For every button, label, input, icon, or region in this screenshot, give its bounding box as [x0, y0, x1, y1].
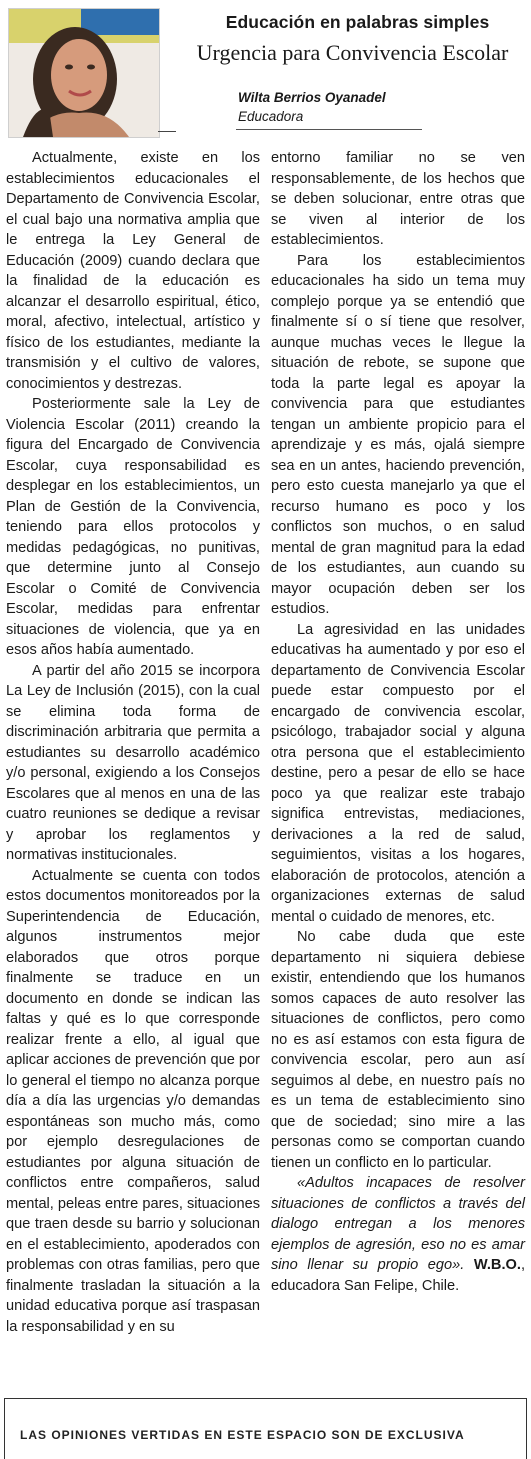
- paragraph: Actualmente se cuenta con todos estos documentos monitoreados por la Superintendencia de Educación, algunos instrumentos mejor elaborados que otros porque finalmente se traduce en un documento en donde se indican las faltas y qué es lo que corresponde realizar frente a ello, al igual que aplicar acciones de prevención que por lo general el tiempo no alcanza porque día a día las urgencias y/o demandas espontáneas son mucho más, como por ejemplo desregulaciones de estudiantes por alguna situación de conflictos entre compañeros, salud mental, peleas entre pares, situaciones que traen desde su barrio y solucionan en el establecimiento, apoderados con problemas con otras familias, pero que finalmente trasladan la situación a la unidad educativa porque así traspasan la responsabilidad y en su: [6, 867, 260, 1335]
- disclaimer-text: LAS OPINIONES VERTIDAS EN ESTE ESPACIO SON DE EXCLUSIVA: [20, 1428, 465, 1442]
- paragraph: No cabe duda que este departamento ni siquiera debiese existir, entendiendo que los humanos somos capaces de auto resolver las situaciones de conflictos, pero como no es así estamos con esta figura de convivencia escolar, pero aun así seguimos al debe, en nuestro país no es un tema de establecimiento sino que de sociedad; sino mire a las personas como se comportan cuando tienen un conflicto en lo particular.: [271, 929, 525, 1171]
- paragraph: Actualmente, existe en los establecimientos educacionales el Departamento de Convivencia Escolar, el cual bajo una normativa amplia que le entrega la Ley General de Educación (2009) cuando declara que la finalidad de la educación es alcanzar el desarrollo espiritual, ético, moral, afectivo, intelectual, artístico y físico de los estudiantes, mediante la transmisión y el cultivo de valores, conocimientos y destrezas.: [6, 150, 260, 392]
- article-body: [6, 148, 525, 1380]
- column-left: [6, 148, 260, 1380]
- paragraph: entorno familiar no se ven responsablemente, de los hechos que se deben solucionar, entre otras que se viven al interior de los establecimientos.: [271, 150, 525, 248]
- photo-divider: [158, 131, 176, 132]
- paragraph: La agresividad en las unidades educativas ha aumentado y por eso el departamento de Convivencia Escolar puede estar compuesto por el encargado de convivencia escolar, psicólogo, trabajador social y alguna otra persona que el establecimiento destine, pero a pesar de ello se hace poco ya que realizar este trabajo significa entrevistas, mediaciones, derivaciones a la red de salud, seguimientos, visitas a los hogares, elaboración de protocolos, atención a organizaciones externas de salud mental o cuidado de menores, etc.: [271, 621, 525, 925]
- author-portrait-image: [9, 9, 159, 137]
- section-title: Educación en palabras simples: [225, 12, 490, 32]
- author-name: Wilta Berrios Oyanadel: [238, 90, 386, 105]
- article-header: [0, 0, 531, 145]
- paragraph: Posteriormente sale la Ley de Violencia Escolar (2011) creando la figura del Encargado de Convivencia Escolar, cuya responsabilidad es desplegar en los establecimientos, un Plan de Gestión de la Convivencia, teniendo para ellos protocolos y medidas pedagógicas, no punitivas, que determine junto al Consejo Escolar o Comité de Convivencia Escolar, medidas para enfrentar situaciones de violencia, que ya en esos años había aumentado.: [6, 396, 260, 658]
- author-divider: [236, 129, 422, 130]
- paragraph: Para los establecimientos educacionales ha sido un tema muy complejo porque ya se entendió que finalmente sí o sí tiene que resolver, aunque muchas veces le llegue la situación de rebote, se supone que toda la parte legal es apoyar la convivencia para que estudiantes tengan un ambiente propicio para el aprendizaje y es más, ojalá siempre sea en un antes, haciendo prevención, pero esto cuesta manejarlo ya que el recurso humano es poco y los conflictos son muchos, o en salud mental de gran magnitud para la edad de los estudiantes, aun cuando su mayor ocupación deben ser los estudios.: [271, 252, 525, 617]
- closing-quote: [271, 1173, 525, 1296]
- paragraph: A partir del año 2015 se incorpora La Ley de Inclusión (2015), con la cual se elimina toda forma de discriminación arbitraria que permita a estudiantes su desarrollo académico y/o personal, exigiendo a los Consejos Escolares que al menos en una de las cuatro reuniones se dedique a revisar y aprobar los reglamentos y normativas institucionales.: [6, 662, 260, 863]
- quote-text: «Adultos incapaces de resolver situaciones de conflictos a través del dialogo entregan a los menores ejemplos de agresión, eso no es amar sino llenar su propio ego».: [271, 1175, 525, 1273]
- article-title: Urgencia para Convivencia Escolar: [196, 40, 509, 65]
- signoff: , educadora San Felipe, Chile.: [271, 1257, 525, 1294]
- column-right: [271, 148, 525, 1380]
- author-initials: W.B.O.: [473, 1257, 521, 1273]
- author-role: Educadora: [238, 109, 304, 124]
- author-photo: [8, 8, 160, 138]
